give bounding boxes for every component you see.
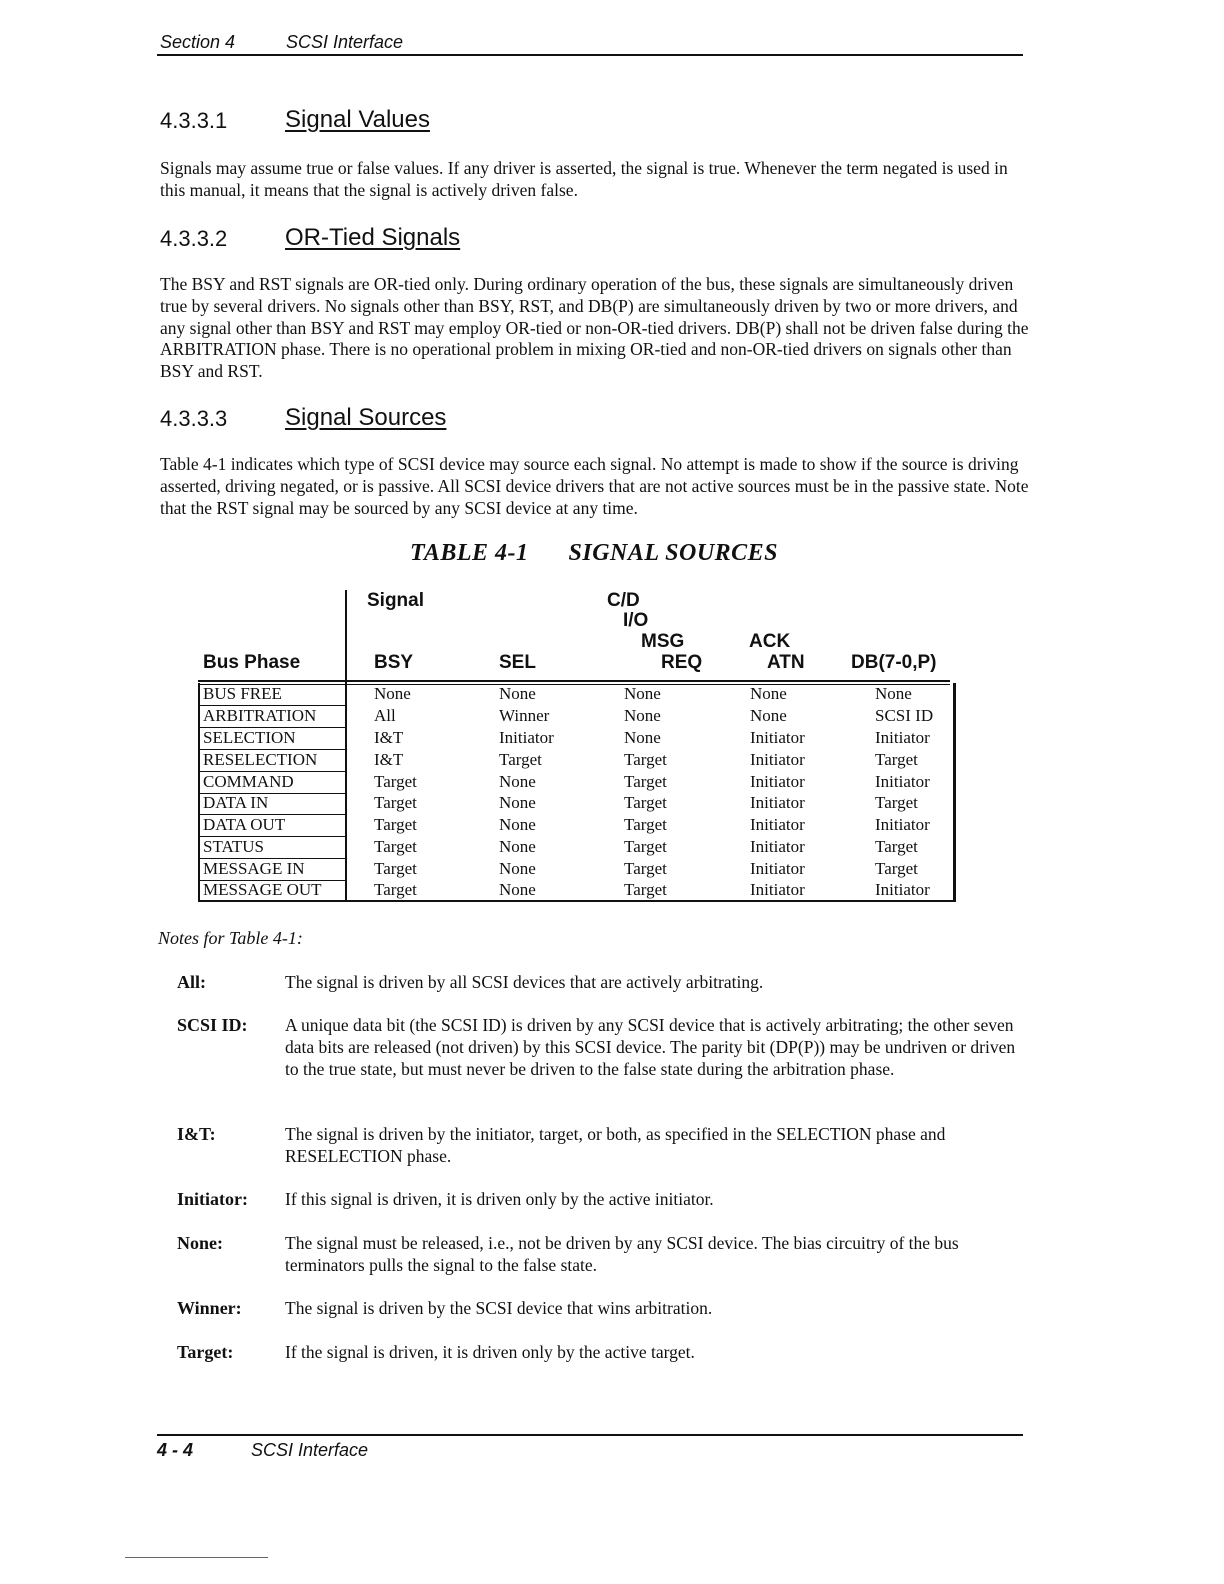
cell-phase: MESSAGE OUT: [203, 880, 322, 899]
table-row: [0, 836, 1224, 858]
section-title: Signal Values: [285, 106, 430, 133]
cell-bsy: Target: [374, 837, 417, 856]
notes-title: Notes for Table 4-1:: [158, 928, 303, 948]
cell-db: Initiator: [875, 772, 930, 791]
cell-req: None: [624, 706, 661, 725]
cell-phase: STATUS: [203, 837, 264, 856]
cell-sel: Winner: [499, 706, 550, 725]
cell-sel: None: [499, 880, 536, 899]
cell-phase: ARBITRATION: [203, 706, 317, 725]
cell-atn: Initiator: [750, 772, 805, 791]
table-row: [0, 683, 1224, 705]
note-desc: If the signal is driven, it is driven only by the active target.: [285, 1342, 695, 1362]
section-number: 4.3.3.2: [160, 226, 228, 251]
cell-bsy: Target: [374, 815, 417, 834]
table-header-rule: [198, 680, 950, 682]
cell-req: None: [624, 728, 661, 747]
th-atn: ATN: [767, 652, 805, 673]
cell-bsy: Target: [374, 772, 417, 791]
cell-bsy: I&T: [374, 728, 404, 747]
cell-db: Target: [875, 793, 918, 812]
cell-sel: None: [499, 772, 536, 791]
note-term: All:: [177, 972, 206, 992]
section-title: OR-Tied Signals: [285, 224, 461, 251]
section-title: Signal Sources: [285, 404, 447, 431]
th-bsy: BSY: [374, 652, 414, 673]
cell-bsy: Target: [374, 859, 417, 878]
cell-db: SCSI ID: [875, 706, 934, 725]
cell-phase: MESSAGE IN: [203, 859, 305, 878]
cell-phase: DATA OUT: [203, 815, 286, 834]
section-number: 4.3.3.3: [160, 406, 228, 431]
note-term: Initiator:: [177, 1189, 248, 1209]
cell-atn: Initiator: [750, 728, 805, 747]
cell-req: None: [624, 684, 661, 703]
cell-atn: Initiator: [750, 815, 805, 834]
cell-phase: COMMAND: [203, 772, 294, 791]
cell-db: Target: [875, 859, 918, 878]
note-desc: A unique data bit (the SCSI ID) is driven by any SCSI device that is actively arbitrating; the other seven data bits are released (not driven) by this SCSI device. The parity bit (DP(P)) may be undriven or driven to the true state, but must never be driven to the false state during the arbitration phase.: [285, 1015, 1016, 1079]
cell-db: Target: [875, 750, 918, 769]
cell-req: Target: [624, 815, 667, 834]
note-term: SCSI ID:: [177, 1015, 248, 1035]
header-section: Section 4: [160, 32, 236, 52]
th-db: DB(7-0,P): [851, 652, 937, 673]
section-number: 4.3.3.1: [160, 108, 228, 133]
cell-bsy: I&T: [374, 750, 404, 769]
th-req: REQ: [661, 652, 703, 673]
cell-atn: Initiator: [750, 859, 805, 878]
cell-sel: None: [499, 815, 536, 834]
footer-title: SCSI Interface: [251, 1440, 369, 1460]
running-header: [160, 32, 404, 53]
scan-artifact-line: [125, 1557, 268, 1558]
th-io: I/O: [623, 610, 649, 631]
th-msg: MSG: [641, 631, 685, 652]
running-footer: [157, 1440, 369, 1461]
cell-req: Target: [624, 880, 667, 899]
cell-sel: None: [499, 684, 536, 703]
cell-bsy: Target: [374, 880, 417, 899]
table-row: [0, 879, 1224, 901]
th-signal: Signal: [367, 590, 425, 611]
table-row: [0, 792, 1224, 814]
th-ack: ACK: [749, 631, 791, 652]
table-row: [0, 771, 1224, 793]
cell-db: Initiator: [875, 728, 930, 747]
header-rule: [157, 54, 1023, 56]
note-term: Winner:: [177, 1298, 242, 1318]
cell-atn: Initiator: [750, 793, 805, 812]
cell-atn: Initiator: [750, 880, 805, 899]
cell-req: Target: [624, 772, 667, 791]
cell-sel: None: [499, 837, 536, 856]
note-term: I&T:: [177, 1124, 216, 1144]
cell-sel: Initiator: [499, 728, 554, 747]
section-body: The BSY and RST signals are OR-tied only. During ordinary operation of the bus, these signals are simultaneously driven true by several drivers. No signals other than BSY, RST, and DB(P) are simultaneously driven by two or more drivers, and any signal other than BSY and RST may employ OR-tied or non-OR-tied drivers. DB(P) shall not be driven false during the ARBITRATION phase. There is no operational problem in mixing OR-tied and non-OR-tied drivers on signals other than BSY and RST.: [160, 274, 1029, 382]
table-row: [0, 814, 1224, 836]
cell-db: Initiator: [875, 815, 930, 834]
note-term: None:: [177, 1233, 223, 1253]
th-sel: SEL: [499, 652, 536, 673]
table-row: [0, 705, 1224, 727]
note-desc: The signal is driven by the initiator, target, or both, as specified in the SELECTION phase and RESELECTION phase.: [285, 1124, 946, 1166]
note-desc: If this signal is driven, it is driven only by the active initiator.: [285, 1189, 714, 1209]
cell-req: Target: [624, 859, 667, 878]
table-row: [0, 727, 1224, 749]
table-caption-title: SIGNAL SOURCES: [568, 540, 779, 566]
cell-bsy: Target: [374, 793, 417, 812]
cell-atn: Initiator: [750, 837, 805, 856]
table-row: [0, 858, 1224, 880]
cell-atn: None: [750, 684, 787, 703]
note-desc: The signal must be released, i.e., not be driven by any SCSI device. The bias circuitry of the bus terminators pulls the signal to the false state.: [285, 1233, 959, 1275]
cell-phase: BUS FREE: [203, 684, 282, 703]
cell-sel: None: [499, 793, 536, 812]
cell-req: Target: [624, 750, 667, 769]
table-caption-number: TABLE 4-1: [410, 540, 529, 566]
table-caption: [410, 540, 778, 567]
note-desc: The signal is driven by all SCSI devices that are actively arbitrating.: [285, 972, 764, 992]
cell-phase: DATA IN: [203, 793, 269, 812]
section-body: Table 4-1 indicates which type of SCSI device may source each signal. No attempt is made to show if the source is driving asserted, driving negated, or is passive. All SCSI device drivers that are not active sources must be in the passive state. Note that the RST signal may be sourced by any SCSI device at any time.: [160, 454, 1029, 518]
cell-phase: RESELECTION: [203, 750, 318, 769]
cell-bsy: None: [374, 684, 411, 703]
header-title: SCSI Interface: [286, 32, 404, 52]
th-bus-phase: Bus Phase: [203, 652, 301, 673]
cell-atn: Initiator: [750, 750, 805, 769]
cell-db: Target: [875, 837, 918, 856]
page-number: 4 - 4: [157, 1440, 194, 1460]
cell-db: None: [875, 684, 912, 703]
footer-rule: [157, 1434, 1023, 1436]
cell-sel: None: [499, 859, 536, 878]
cell-phase: SELECTION: [203, 728, 296, 747]
note-term: Target:: [177, 1342, 234, 1362]
cell-req: Target: [624, 793, 667, 812]
cell-bsy: All: [374, 706, 396, 725]
section-body: Signals may assume true or false values. If any driver is asserted, the signal is true. Whenever the term negated is used in this manual, it means that the signal is actively driven false.: [160, 158, 1008, 200]
table-row: [0, 749, 1224, 771]
cell-req: Target: [624, 837, 667, 856]
cell-db: Initiator: [875, 880, 930, 899]
th-cd: C/D: [607, 590, 640, 611]
cell-sel: Target: [499, 750, 542, 769]
note-desc: The signal is driven by the SCSI device that wins arbitration.: [285, 1298, 713, 1318]
cell-atn: None: [750, 706, 787, 725]
